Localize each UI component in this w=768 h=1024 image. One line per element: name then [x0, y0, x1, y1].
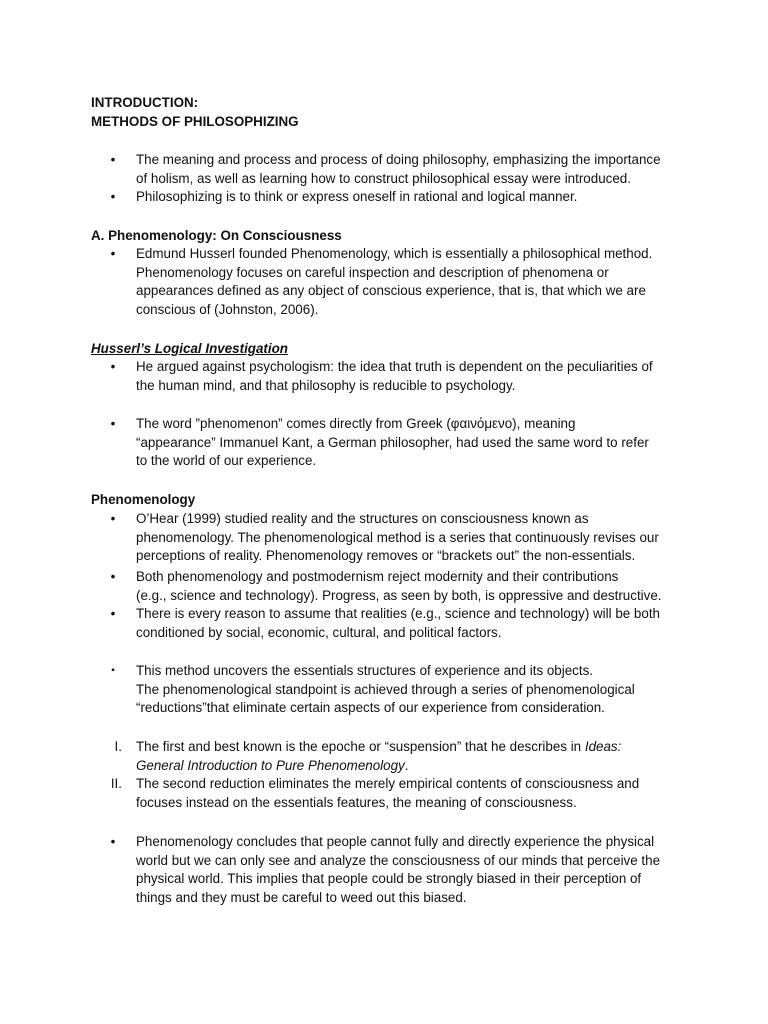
heading-introduction: INTRODUCTION:: [91, 95, 199, 110]
bullet-line: to the world of our experience.: [136, 453, 317, 469]
husserl-title: Husserl’s Logical Investigation: [91, 341, 288, 356]
bullet-marker: •: [110, 511, 116, 526]
bullet-line: The phenomenological standpoint is achieved through a series of phenomenological: [136, 681, 635, 697]
heading-methods: METHODS OF PHILOSOPHIZING: [91, 114, 299, 129]
numbered-line: General Introduction to Pure Phenomenology.: [136, 757, 409, 773]
bullet-marker: •: [110, 189, 116, 204]
bullet-line: The word ”phenomenon” comes directly from Greek (φαινόμενο), meaning: [136, 416, 576, 431]
bullet-line: O’Hear (1999) studied reality and the structures on consciousness known as: [136, 511, 589, 526]
bullet-line: Phenomenology concludes that people cannot fully and directly experience the physical: [136, 834, 655, 849]
bullet-marker: •: [110, 569, 116, 584]
bullet-marker: •: [110, 152, 116, 167]
bullet-marker: •: [110, 834, 116, 849]
bullet-line: conditioned by social, economic, cultural, and political factors.: [136, 624, 502, 640]
bullet-marker: •: [110, 359, 116, 374]
phenomenology-title: Phenomenology: [91, 492, 196, 507]
roman-marker: I.: [114, 739, 122, 754]
bullet-line: things and they must be careful to weed out this biased.: [136, 889, 467, 905]
bullet-marker: •: [110, 416, 116, 431]
bullet-line: “appearance” Immanuel Kant, a German philosopher, had used the same word to refer: [136, 434, 649, 450]
square-bullet-marker: ▪: [111, 665, 115, 676]
bullet-line: conscious of (Johnston, 2006).: [136, 301, 319, 317]
bullet-line: There is every reason to assume that realities (e.g., science and technology) will be both: [136, 606, 660, 621]
numbered-line: The second reduction eliminates the merely empirical contents of consciousness and: [136, 776, 640, 791]
bullet-line: Phenomenology focuses on careful inspection and description of phenomena or: [136, 264, 609, 280]
numbered-line: The first and best known is the epoche or “suspension” that he describes in Ideas:: [136, 739, 622, 754]
roman-marker: II.: [110, 776, 122, 791]
numbered-line: focuses instead on the essentials features, the meaning of consciousness.: [136, 794, 577, 810]
bullet-marker: •: [110, 606, 116, 621]
bullet-line: Philosophizing is to think or express oneself in rational and logical manner.: [136, 189, 578, 204]
bullet-line: perceptions of reality. Phenomenology removes or “brackets out” the non-essentials.: [136, 548, 636, 564]
bullet-line: of holism, as well as learning how to construct philosophical essay were introduced.: [136, 170, 631, 186]
bullet-line: This method uncovers the essentials structures of experience and its objects.: [136, 663, 594, 678]
bullet-line: The meaning and process and process of doing philosophy, emphasizing the importance: [136, 152, 661, 167]
bullet-line: physical world. This implies that people could be strongly biased in their perception of: [136, 871, 642, 887]
bullet-line: phenomenology. The phenomenological method is a series that continuously revises our: [136, 529, 659, 545]
bullet-line: He argued against psychologism: the idea that truth is dependent on the peculiarities of: [136, 359, 653, 374]
bullet-line: world but we can only see and analyze the consciousness of our minds that perceive the: [136, 852, 661, 868]
section-a-title: A. Phenomenology: On Consciousness: [91, 228, 342, 243]
bullet-line: Both phenomenology and postmodernism reject modernity and their contributions: [136, 569, 619, 584]
bullet-line: appearances defined as any object of conscious experience, that is, that which we are: [136, 283, 646, 299]
bullet-marker: •: [110, 246, 116, 261]
bullet-line: the human mind, and that philosophy is reducible to psychology.: [136, 377, 516, 393]
bullet-line: “reductions”that eliminate certain aspects of our experience from consideration.: [136, 700, 605, 716]
bullet-line: (e.g., science and technology). Progress, as seen by both, is oppressive and destructive.: [136, 587, 662, 603]
bullet-line: Edmund Husserl founded Phenomenology, which is essentially a philosophical method.: [136, 246, 653, 261]
